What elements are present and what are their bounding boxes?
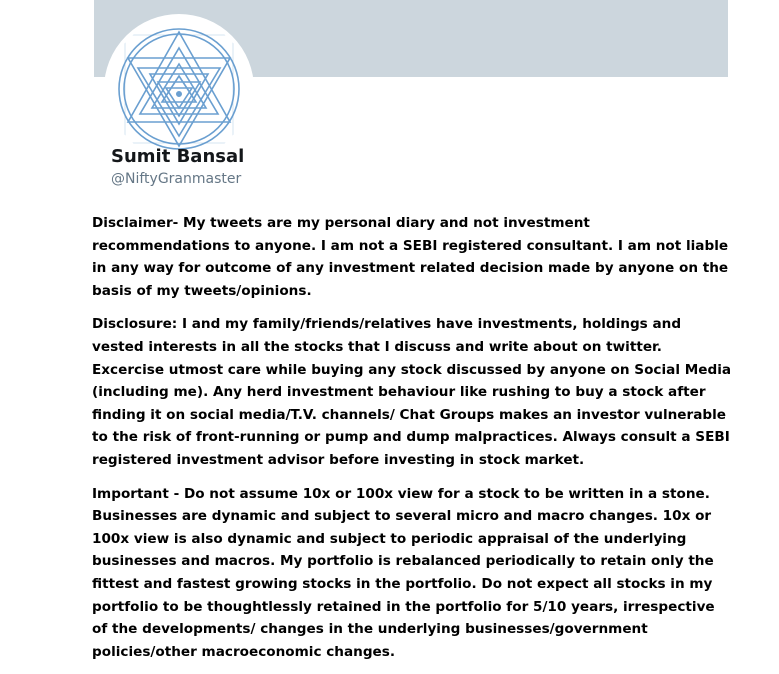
bio-important: Important - Do not assume 10x or 100x view for a stock to be written in a stone. Businesses are dynamic and subject to several micro and macro changes. 10x or 100x view is also dynamic and subject to periodic appraisal of the underlying businesses and macros. My portfolio is rebalanced periodically to retain only the fittest and fastest growing stocks in the portfolio. Do not expect all stocks in my portfolio to be thoughtlessly retained in the portfolio for 5/10 years, irrespective of the developments/ changes in the underlying businesses/government policies/other macroeconomic changes. [92, 485, 715, 660]
profile-bio [92, 212, 732, 674]
display-name[interactable]: Sumit Bansal [111, 146, 245, 167]
profile-avatar[interactable] [104, 14, 254, 164]
sri-yantra-logo-icon [108, 18, 250, 160]
bio-disclaimer: Disclaimer- My tweets are my personal diary and not investment recommendations to anyone. I am not a SEBI registered consultant. I am not liable in any way for outcome of any investment related decision made by anyone on the basis of my tweets/opinions. [92, 215, 729, 299]
bio-disclosure: Disclosure: I and my family/friends/relatives have investments, holdings and vested interests in all the stocks that I discuss and write about on twitter. Excercise utmost care while buying any stock discussed by anyone on Social Media (including me). Any herd investment behaviour like rushing to buy a stock after finding it on social media/T.V. channels/ Chat Groups makes an investor vulnerable to the risk of front-running or pump and dump malpractices. Always consult a SEBI registered investment advisor before investing in stock market. [92, 316, 732, 468]
user-handle[interactable]: @NiftyGranmaster [111, 171, 242, 187]
